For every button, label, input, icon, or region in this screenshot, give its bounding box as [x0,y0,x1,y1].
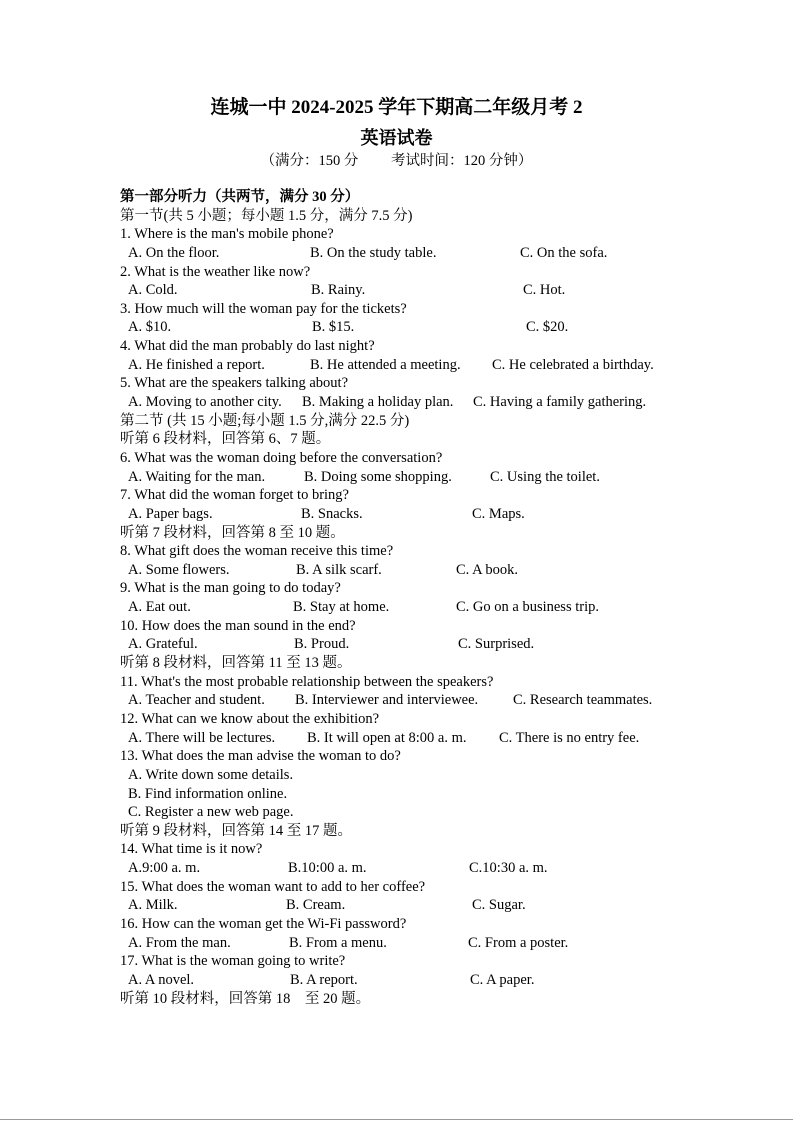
question-stem: 13. What does the man advise the woman to do? [120,748,401,765]
listening-instruction: 听第 7 段材料，回答第 8 至 10 题。 [120,524,345,541]
question-options [120,281,700,300]
option-a: A. On the floor. [128,244,220,261]
exam-info: （满分：150 分 考试时间：120 分钟） [260,153,533,169]
question-options [120,318,700,337]
option-a: A. Waiting for the man. [128,468,266,485]
question-options [120,635,700,654]
question-options [120,244,700,263]
question-stem: 5. What are the speakers talking about? [120,375,349,392]
option-b: B. Proud. [294,636,350,653]
option-b: B.10:00 a. m. [288,860,367,877]
option-b: B. He attended a meeting. [310,356,461,373]
page-bottom-divider [0,1119,793,1120]
question-options [120,691,700,710]
option-c: C. A book. [456,561,519,578]
option-b: B. A silk scarf. [296,561,382,578]
option-c: C. Hot. [523,282,566,299]
option-a: A.9:00 a. m. [128,860,201,877]
question-stem: 9. What is the man going to do today? [120,580,341,597]
option-a: A. Milk. [128,897,178,914]
option-c: C. Go on a business trip. [456,599,599,616]
option-b: B. Snacks. [301,505,363,522]
question-options [120,859,700,878]
option-a: A. There will be lectures. [128,729,276,746]
option-a: A. $10. [128,319,172,336]
question-options [120,468,700,487]
option-a: A. Write down some details. [128,766,294,783]
question-stem: 1. Where is the man's mobile phone? [120,226,334,243]
option-c: C. Research teammates. [513,692,653,709]
question-stem: 4. What did the man probably do last night? [120,338,375,355]
question-stem: 2. What is the weather like now? [120,263,311,280]
option-b: B. $15. [312,319,355,336]
question-stem: 16. How can the woman get the Wi-Fi password? [120,915,407,932]
question-stem: 7. What did the woman forget to bring? [120,487,349,504]
option-b: B. Doing some shopping. [304,468,452,485]
option-c: C. On the sofa. [520,244,608,261]
option-b: B. It will open at 8:00 a. m. [307,729,467,746]
option-c: C. A paper. [470,971,535,988]
question-stem: 6. What was the woman doing before the conversation? [120,449,443,466]
exam-title: 连城一中 2024-2025 学年下期高二年级月考 2 [210,97,583,118]
option-b: B. Cream. [286,897,346,914]
option-c: C. Having a family gathering. [473,394,647,411]
question-options [120,896,700,915]
question-options [120,356,700,375]
question-options [120,561,700,580]
question-options [120,393,700,412]
question-stem: 17. What is the woman going to write? [120,953,346,970]
question-options [120,729,700,748]
option-b: B. Interviewer and interviewee. [295,692,479,709]
option-b: B. On the study table. [310,244,437,261]
option-a: A. Cold. [128,282,178,299]
option-b: B. Find information online. [128,785,288,802]
option-b: B. A report. [290,971,358,988]
listening-instruction: 听第 10 段材料，回答第 18 至 20 题。 [120,990,371,1007]
option-c: C. Sugar. [472,897,526,914]
question-stem: 8. What gift does the woman receive this time? [120,543,394,560]
section1-heading: 第一节(共 5 小题；每小题 1.5 分，满分 7.5 分) [120,207,413,224]
option-a: A. Grateful. [128,636,198,653]
option-a: A. A novel. [128,971,195,988]
option-c: C. $20. [526,319,569,336]
option-c: C. From a poster. [468,934,569,951]
question-stem: 12. What can we know about the exhibition? [120,710,380,727]
listening-instruction: 听第 9 段材料，回答第 14 至 17 题。 [120,822,352,839]
option-a: A. Some flowers. [128,561,230,578]
option-b: B. Rainy. [311,282,366,299]
question-options [120,934,700,953]
part1-heading: 第一部分听力（共两节，满分 30 分） [120,189,360,205]
option-c: C. Using the toilet. [490,468,600,485]
option-a: A. Eat out. [128,599,191,616]
question-stem: 3. How much will the woman pay for the tickets? [120,300,407,317]
option-c: C. Register a new web page. [128,804,294,821]
option-a: A. Moving to another city. [128,394,282,411]
option-b: B. From a menu. [289,934,387,951]
exam-subject: 英语试卷 [360,128,433,148]
option-b: B. Stay at home. [293,599,390,616]
question-options [120,971,700,990]
question-stem: 11. What's the most probable relationship between the speakers? [120,673,494,690]
option-a: A. Teacher and student. [128,692,265,709]
option-a: A. From the man. [128,934,231,951]
option-c: C. There is no entry fee. [499,729,640,746]
option-c: C. He celebrated a birthday. [492,356,654,373]
option-c: C. Surprised. [458,636,535,653]
question-options [120,505,700,524]
question-stem: 14. What time is it now? [120,841,263,858]
listening-instruction: 听第 8 段材料，回答第 11 至 13 题。 [120,655,352,672]
option-a: A. He finished a report. [128,356,265,373]
question-stem: 10. How does the man sound in the end? [120,617,356,634]
option-c: C.10:30 a. m. [469,860,548,877]
listening-instruction: 听第 6 段材料，回答第 6、7 题。 [120,431,331,448]
exam-content [120,188,700,1008]
option-c: C. Maps. [472,505,525,522]
option-b: B. Making a holiday plan. [302,394,454,411]
question-stem: 15. What does the woman want to add to her coffee? [120,878,426,895]
question-options [120,598,700,617]
option-a: A. Paper bags. [128,505,213,522]
section2-heading: 第二节 (共 15 小题;每小题 1.5 分,满分 22.5 分) [120,412,410,429]
